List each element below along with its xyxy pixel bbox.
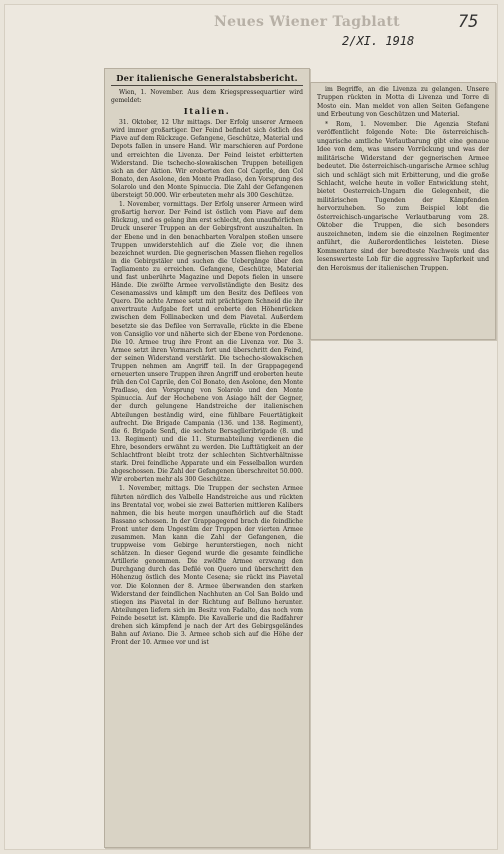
continuation-paragraph: im Begriffe, an die Livenza zu gelangen. Unsere Truppen rückten in Motta di Livenza und Torre di Mosto ein. Man meldet von allen Seiten Gefangene und Erbeutung von Geschützen und Material.	[317, 86, 489, 119]
article-paragraph: 1. November, mittags. Die Truppen der sechsten Armee führten nördlich des Valbelle Handstreiche aus und rückten ins Brentatal vor, wobei sie zwei Batterien mittleren Kalibers nahmen, die bis heute morgen unaufhörlich auf die Stadt Bassano schossen. In der Grappagegend brach die feindliche Front unter dem Ungestüm der Truppen der vierten Armee zusammen. Man kann die Zahl der Gefangenen, die truppweise vom Gebirge herunterstiegen, noch nicht schätzen. In dieser Gegend wurde die gesamte feindliche Artillerie genommen. Die zwölfte Armee erzwang den Durchgang durch das Defilé von Quero und überschritt den Höhenzug östlich des Monte Cesena; sie rückt ins Piavetal vor. Die Kolonnen der 8. Armee überwanden den starken Widerstand der feindlichen Nachhuten an Col San Boldo und stiegen ins Piavetal in der Richtung auf Belluno herunter. Abteilungen liefern sich im Besitz von Fadalto, das noch vom Feinde besetzt ist. Kämpfe. Die Kavallerie und die Radfahrer drehen sich kämpfend je nach der Art des Gebirgsgeländes Bahn auf Aviano. Die 3. Armee schob sich auf die Höhe der Front der 10. Armee vor und ist	[111, 485, 303, 647]
article-headline: Der italienische Generalstabsbericht.	[116, 73, 298, 83]
article-paragraph: 1. November, vormittags. Der Erfolg unserer Armeen wird großartig hervor. Der Feind ist östlich vom Piave auf dem Rückzug, und es gelang ihm erst schlecht, den unaufhörlichen Druck unserer Truppen an der Gebirgsfront auszuhalten. In der Ebene und in den benachbarten Voralpen stoßen unsere Truppen unwiderstehlich auf die Ziele vor, die ihnen bezeichnet wurden. Die gegnerischen Massen fliehen regellos in die Gebirgstäler und suchen die Uebergänge über den Tagliamento zu erreichen. Gefangene, Geschütze, Material und fast unberührte Magazine und Depots fielen in unsere Hände. Die zwölfte Armee vervollständigte den Besitz des Cesenamassivs und kämpft um den Besitz des Defilees von Quero. Die achte Armee setzt mit prächtigem Schneid die ihr anvertraute Aufgabe fort und eroberte den Höhenrücken zwischen dem Follinabecken und dem Piavetal. Außerdem besetzte sie das Defilee von Serravalle, rückte in die Ebene von Cansiglio vor und näherte sich der Ebene von Pordenone. Die 10. Armee trug ihre Front an die Livenza vor. Die 3. Armee setzt ihren Vormarsch fort und überschritt den Feind, der seinen Widerstand verstärkt. Die tschecho-slowakischen Truppen nehmen am Angriff teil. In der Grappagegend erneuerten unsere Truppen ihren Angriff und eroberten heute früh den Col Caprile, den Col Bonato, den Asolone, den Monte Pradlaso, den Vorsprung von Solarolo und den Monte Spinuccia. Auf der Hochebene von Asiago hält der Gegner, der durch gelungene Handstreiche der italienischen Abteilungen beständig wird, eine fühlbare Feuertätigkeit aufrecht. Die Brigade Campania (136. und 138. Regiment), die 6. Brigade Senfi, die sechste Bersaglieribrigade (8. und 13. Regiment) und die 11. Sturmabteilung verdienen die Ehre, besonders erwähnt zu werden. Die Lufttätigkeit an der Schlachtfront bleibt trotz der schlechten Sichtverhältnisse stark. Drei feindliche Apparate und ein Fesselballon wurden abgeschossen. Die Zahl der Gefangenen überschreitet 50.000. Wir eroberten mehr als 300 Geschütze.	[111, 201, 303, 484]
article-subheading: Italien.	[183, 107, 231, 118]
handwritten-page-number: 75	[458, 12, 479, 32]
article-paragraph: 31. Oktober, 12 Uhr mittags. Der Erfolg unserer Armeen wird immer großartiger. Der Feind befindet sich östlich des Piave auf dem Rückzuge. Gefangene, Geschütze, Material und Depots fallen in unsere Hand. Wir marschieren auf Pordone und erreichten die Livenza. Der Feind leistet erbitterten Widerstand. Die tschecho-slowakischen Truppen beteiligen sich an der Aktion. Wir eroberten den Col Caprile, den Col Bonato, den Asolone, den Monte Pradlaso, den Vorsprung des Solarolo und den Monte Spinuccia. Die Zahl der Gefangenen übersteigt 50.000. Wir erbeuteten mehr als 300 Geschütze.	[111, 119, 303, 200]
article-dateline: Wien, 1. November. Aus dem Kriegspressequartier wird gemeldet:	[111, 89, 303, 105]
headline-rule	[111, 85, 303, 86]
handwritten-date: 2/XI. 1918	[342, 34, 415, 48]
newspaper-clipping-continuation	[310, 82, 496, 340]
continuation-paragraph: * Rom, 1. November. Die Agenzia Stefani veröffentlicht folgende Note: Die österreichisch-ungarische amtliche Verlautbarung gibt eine genaue Idee von dem, was unsere Vorrückung und was der militärische Widerstand der gegnerischen Armee bedeutet. Die österreichisch-ungarische Armee schlug sich und schlägt sich mit Erbitterung, und die große Schlacht, welche heute in voller Entwicklung steht, bietet Oesterreich-Ungarn die Gelegenheit, die militärischen Tugenden der Kämpfenden hervorzuheben. So zum Beispiel lobt die österreichisch-ungarische Verlautbarung vom 28. Oktober die Truppen, die sich besonders auszeichneten, indem sie die einzelnen Regimenter anführt, die Außerordentliches leisteten. Diese Kommentare sind der beredteste Nachweis und das lesenswerteste Lob für die aggressive Tapferkeit und den Heroismus der italienischen Truppen.	[317, 120, 489, 272]
archive-sheet	[4, 4, 498, 850]
newspaper-clipping-main	[104, 68, 310, 848]
newspaper-masthead-stamp: Neues Wiener Tagblatt	[214, 14, 400, 30]
